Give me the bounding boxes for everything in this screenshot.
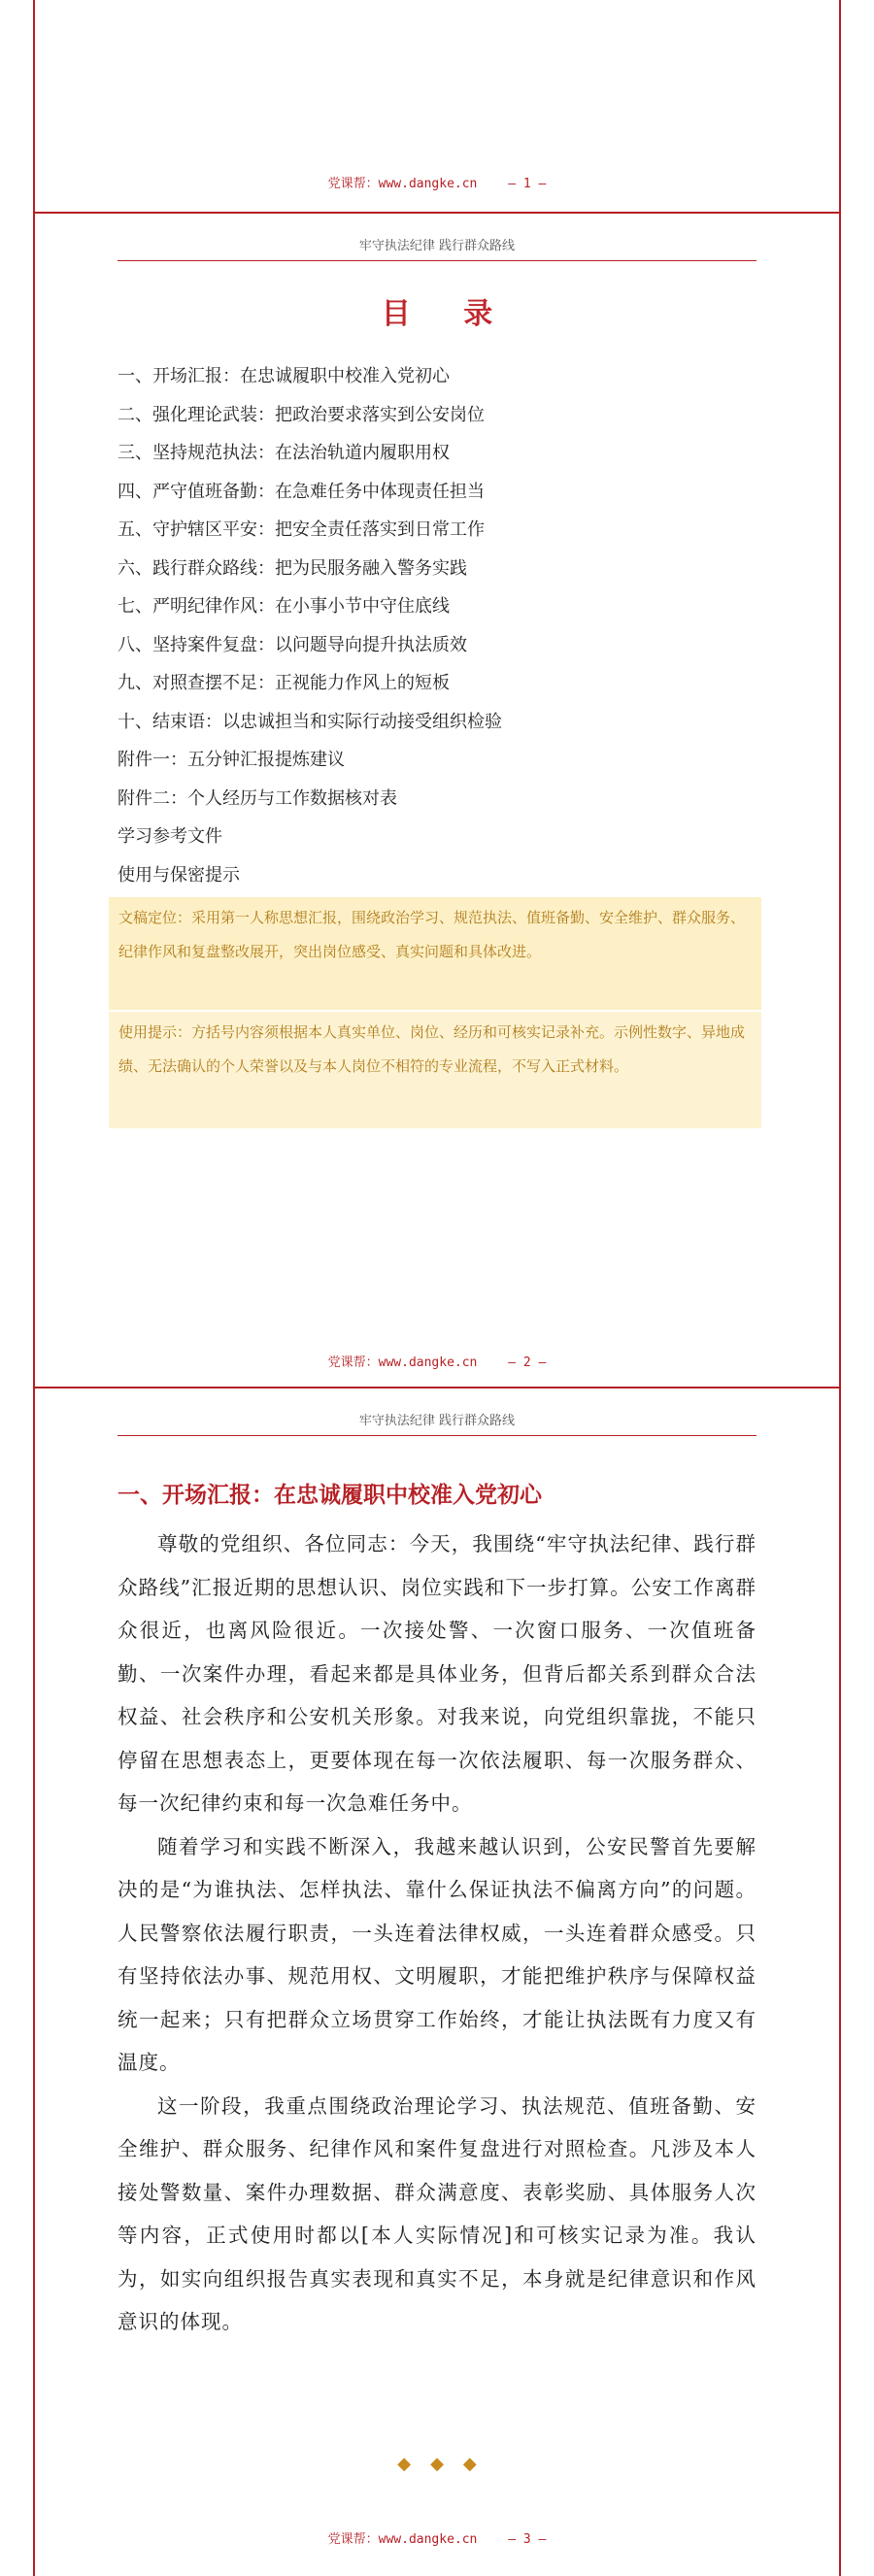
header-rule xyxy=(118,1435,756,1436)
toc-item[interactable]: 三、坚持规范执法：在法治轨道内履职用权 xyxy=(118,443,450,463)
footer-site: 党课帮：www.dangke.cn xyxy=(327,177,478,191)
footer-site: 党课帮：www.dangke.cn xyxy=(327,2532,478,2547)
footer-site: 党课帮：www.dangke.cn xyxy=(327,1355,478,1370)
toc-item[interactable]: 七、严明纪律作风：在小事小节中守住底线 xyxy=(118,596,450,617)
footer-page-number: — 1 — xyxy=(508,177,547,191)
toc-title: 目 录 xyxy=(381,297,515,331)
page-footer xyxy=(35,173,839,191)
toc-item[interactable]: 十、结束语：以忠诚担当和实际行动接受组织检验 xyxy=(118,711,502,732)
toc-item[interactable]: 附件一：五分钟汇报提炼建议 xyxy=(118,750,345,770)
toc-item[interactable]: 五、守护辖区平安：把安全责任落实到日常工作 xyxy=(118,519,485,540)
usage-note: 使用提示：方括号内容须根据本人真实单位、岗位、经历和可核实记录补充。示例性数字、异地成绩、无法确认的个人荣誉以及与本人岗位不相符的专业流程，不写入正式材料。 xyxy=(109,1012,761,1128)
toc-list xyxy=(118,357,756,894)
toc-item[interactable]: 一、开场汇报：在忠诚履职中校准入党初心 xyxy=(118,366,450,386)
toc-item[interactable]: 学习参考文件 xyxy=(118,826,222,847)
toc-item[interactable]: 九、对照查摆不足：正视能力作风上的短板 xyxy=(118,673,450,693)
page-footer xyxy=(35,1352,839,1370)
body-paragraph: 这一阶段，我重点围绕政治理论学习、执法规范、值班备勤、安全维护、群众服务、纪律作风和案件复盘进行对照检查。凡涉及本人接处警数量、案件办理数据、群众满意度、表彰奖励、具体服务人次等内容，正式使用时都以[本人实际情况]和可核实记录为准。我认为，如实向组织报告真实表现和真实不足，本身就是纪律意识和作风意识的体现。 xyxy=(118,2093,756,2333)
toc-item[interactable]: 六、践行群众路线：把为民服务融入警务实践 xyxy=(118,557,467,579)
body-paragraph: 尊敬的党组织、各位同志：今天，我围绕“牢守执法纪律、践行群众路线”汇报近期的思想认识、岗位实践和下一步打算。公安工作离群众很近，也离风险很近。一次接处警、一次窗口服务、一次值班备勤、一次案件办理，看起来都是具体业务，但背后都关系到群众合法权益、社会秩序和公安机关形象。对我来说，向党组织靠拢，不能只停留在思想表态上，更要体现在每一次依法履职、每一次服务群众、每一次纪律约束和每一次急难任务中。 xyxy=(118,1532,756,1815)
section-body xyxy=(118,1522,756,2344)
footer-page-number: — 3 — xyxy=(508,2532,547,2547)
section-heading: 一、开场汇报：在忠诚履职中校准入党初心 xyxy=(118,1483,542,1508)
body-paragraph: 随着学习和实践不断深入，我越来越认识到，公安民警首先要解决的是“为谁执法、怎样执法、靠什么保证执法不偏离方向”的问题。人民警察依法履行职责，一头连着法律权威，一头连着群众感受。只有坚持依法办事、规范用权、文明履职，才能把维护秩序与保障权益统一起来；只有把群众立场贯穿工作始终，才能让执法既有力度又有温度。 xyxy=(118,1834,756,2074)
header-rule xyxy=(118,260,756,261)
toc-item[interactable]: 附件二：个人经历与工作数据核对表 xyxy=(118,787,397,809)
running-header: 牢守执法纪律 践行群众路线 xyxy=(358,1414,516,1428)
toc-item[interactable]: 四、严守值班备勤：在急难任务中体现责任担当 xyxy=(118,481,485,502)
running-header: 牢守执法纪律 践行群众路线 xyxy=(358,239,516,253)
toc-item[interactable]: 八、坚持案件复盘：以问题导向提升执法质效 xyxy=(118,634,467,655)
positioning-note: 文稿定位：采用第一人称思想汇报，围绕政治学习、规范执法、值班备勤、安全维护、群众服务、纪律作风和复盘整改展开，突出岗位感受、真实问题和具体改进。 xyxy=(109,897,761,1010)
page-1 xyxy=(33,0,841,212)
page-footer xyxy=(35,2528,839,2547)
section-end-ornament: ◆◆◆ xyxy=(397,2454,496,2474)
toc-item[interactable]: 使用与保密提示 xyxy=(118,864,240,886)
toc-item[interactable]: 二、强化理论武装：把政治要求落实到公安岗位 xyxy=(118,404,485,425)
page-3 xyxy=(33,1387,841,2576)
footer-page-number: — 2 — xyxy=(508,1355,547,1370)
page-2 xyxy=(33,212,841,1387)
